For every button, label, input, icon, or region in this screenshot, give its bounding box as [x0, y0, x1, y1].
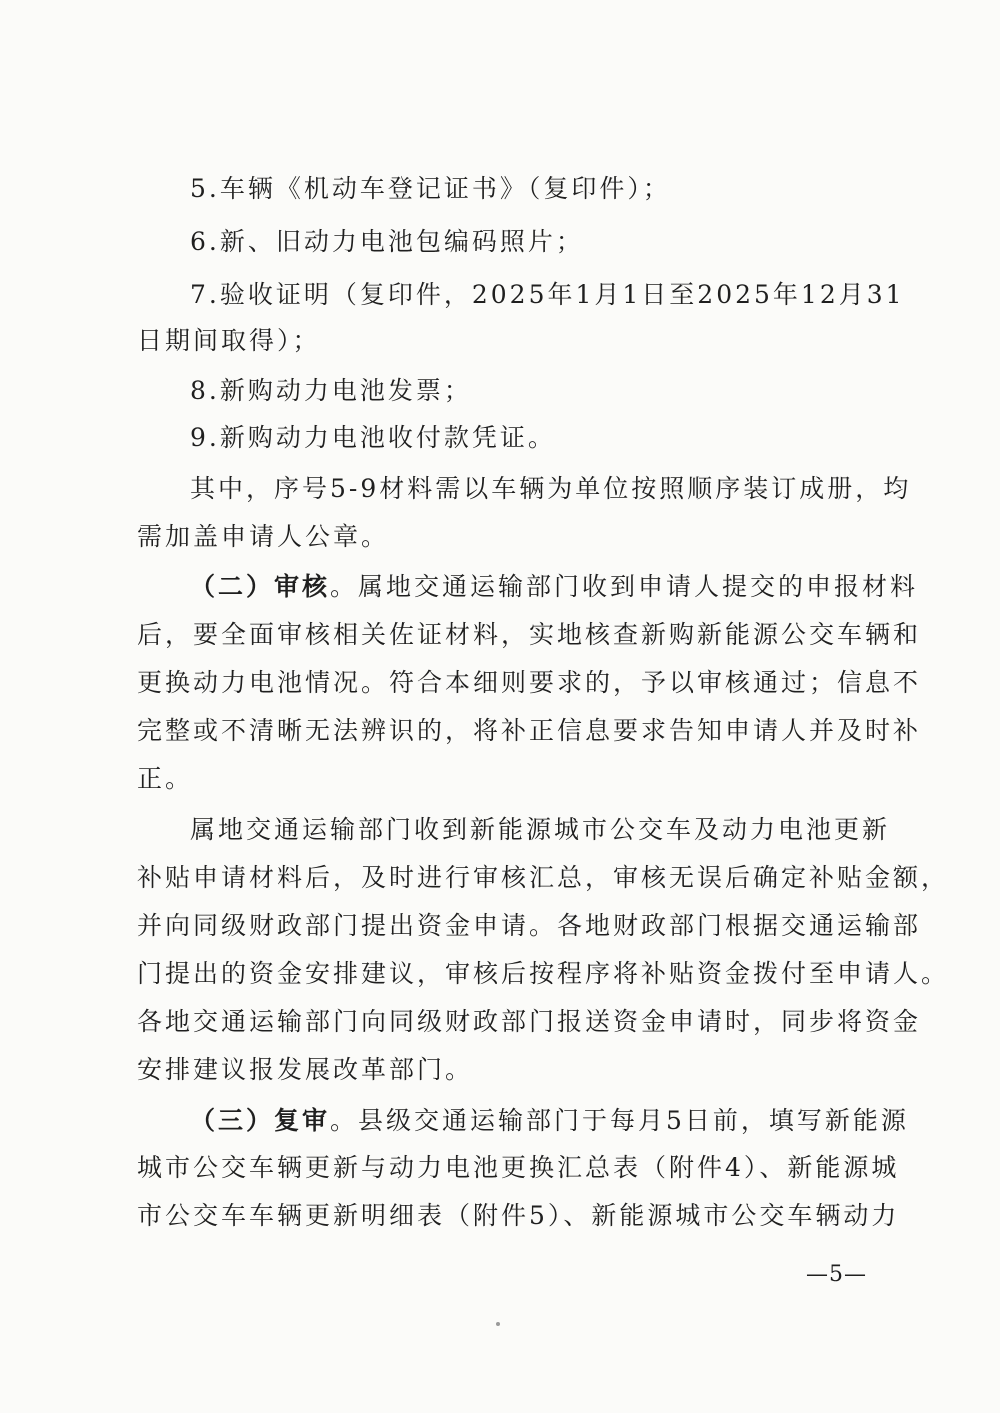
page-number: —5— — [806, 1262, 867, 1287]
text-line: 更换动力电池情况。符合本细则要求的，予以审核通过；信息不 — [137, 668, 922, 697]
scan-speck — [496, 1322, 500, 1326]
text-line: 后，要全面审核相关佐证材料，实地核查新购新能源公交车辆和 — [137, 620, 922, 649]
text-line: 5.车辆《机动车登记证书》（复印件）； — [190, 174, 671, 203]
text-line: （三）复审。县级交通运输部门于每月5日前，填写新能源 — [190, 1106, 909, 1135]
text-line: 并向同级财政部门提出资金申请。各地财政部门根据交通运输部 — [137, 911, 922, 940]
text-line: 正。 — [137, 764, 194, 793]
text-line: 各地交通运输部门向同级财政部门报送资金申请时，同步将资金 — [137, 1007, 922, 1036]
text-line: 补贴申请材料后，及时进行审核汇总，审核无误后确定补贴金额， — [137, 863, 950, 892]
text-line: 完整或不清晰无法辨识的，将补正信息要求告知申请人并及时补 — [137, 716, 922, 745]
text-line: 日期间取得）； — [137, 326, 321, 355]
text-line: （二）审核。属地交通运输部门收到申请人提交的申报材料 — [190, 572, 919, 601]
text-line: 9.新购动力电池收付款凭证。 — [190, 423, 556, 452]
text-line: 需加盖申请人公章。 — [137, 522, 390, 551]
section-heading: （三）复审 — [190, 1106, 331, 1135]
text-line: 门提出的资金安排建议，审核后按程序将补贴资金拨付至申请人。 — [137, 959, 950, 988]
text-line: 其中，序号5-9材料需以车辆为单位按照顺序装订成册，均 — [190, 474, 912, 503]
text-line: 城市公交车辆更新与动力电池更换汇总表（附件4）、新能源城 — [137, 1153, 900, 1182]
text-line: 安排建议报发展改革部门。 — [137, 1055, 474, 1084]
text-line: 6.新、旧动力电池包编码照片； — [190, 227, 584, 256]
text-line: 8.新购动力电池发票； — [190, 376, 472, 405]
text-line: 属地交通运输部门收到新能源城市公交车及动力电池更新 — [190, 815, 891, 844]
text-line: 7.验收证明（复印件，2025年1月1日至2025年12月31 — [190, 280, 905, 309]
section-heading: （二）审核 — [190, 572, 331, 601]
text-line: 市公交车车辆更新明细表（附件5）、新能源城市公交车辆动力 — [137, 1201, 900, 1230]
